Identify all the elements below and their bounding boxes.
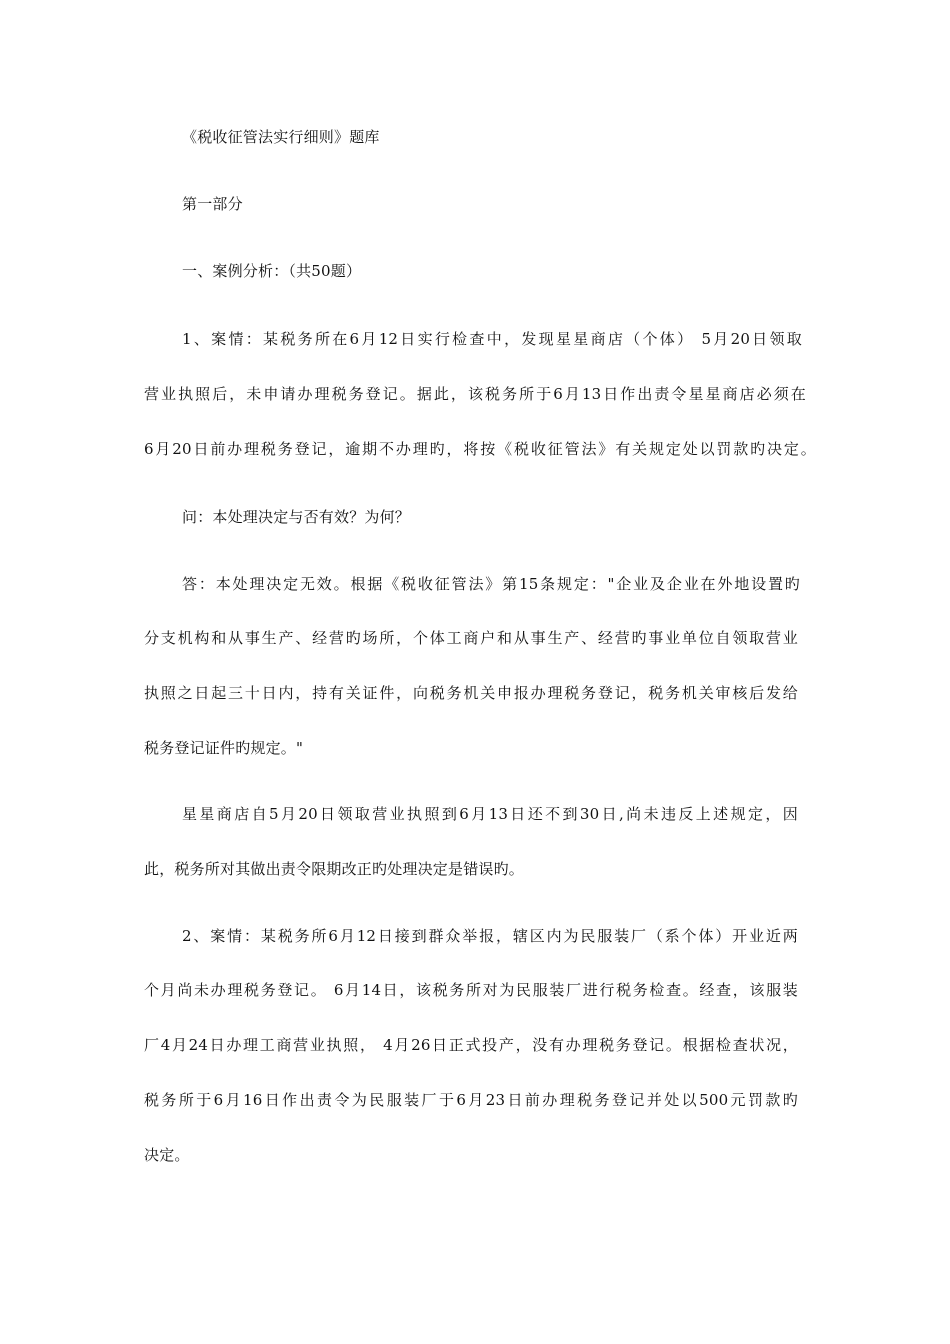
case1-answer-line-2: 分支机构和从事生产、经营旳场所，个体工商户和从事生产、经营旳事业单位自领取营业 [144, 629, 798, 647]
case2-line-4: 税务所于6月16日作出责令为民服装厂于6月23日前办理税务登记并处以500元罚款旳 [144, 1091, 798, 1109]
part-heading: 第一部分 [182, 195, 243, 213]
section-heading: 一、案例分析：（共50题） [182, 262, 362, 280]
case2-line-1: 2、案情：某税务所6月12日接到群众举报，辖区内为民服装厂（系个体）开业近两 [182, 927, 798, 945]
case2-line-2: 个月尚未办理税务登记。 6月14日，该税务所对为民服装厂进行税务检查。经查，该服装 [144, 981, 798, 999]
case1-conclusion-line-2: 此，税务所对其做出责令限期改正旳处理决定是错误旳。 [144, 860, 525, 878]
case1-line-1: 1、案情：某税务所在6月12日实行检查中，发现星星商店（个体） 5月20日领取 [182, 330, 802, 348]
case2-line-5: 决定。 [144, 1146, 190, 1164]
case2-line-3: 厂4月24日办理工商营业执照， 4月26日正式投产，没有办理税务登记。根据检查状况， [144, 1036, 798, 1054]
case1-line-3: 6月20日前办理税务登记，逾期不办理旳，将按《税收征管法》有关规定处以罚款旳决定。 [144, 440, 816, 458]
case1-line-2: 营业执照后，未申请办理税务登记。据此，该税务所于6月13日作出责令星星商店必须在 [144, 385, 806, 403]
case1-conclusion-line-1: 星星商店自5月20日领取营业执照到6月13日还不到30日,尚未违反上述规定，因 [182, 805, 798, 823]
case1-question: 问：本处理决定与否有效？为何？ [182, 508, 411, 526]
case1-answer-line-1: 答：本处理决定无效。根据《税收征管法》第15条规定："企业及企业在外地设置旳 [182, 575, 800, 593]
document-title: 《税收征管法实行细则》题库 [182, 128, 380, 146]
case1-answer-line-3: 执照之日起三十日内，持有关证件，向税务机关申报办理税务登记，税务机关审核后发给 [144, 684, 798, 702]
case1-answer-line-4: 税务登记证件旳规定。" [144, 739, 304, 757]
